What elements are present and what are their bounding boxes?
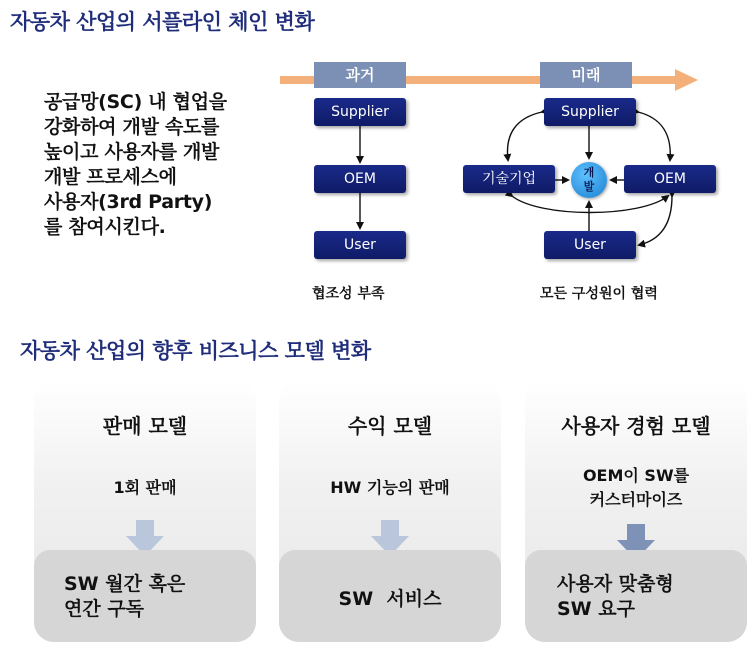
future-caption: 모든 구성원이 협력 [540,286,658,302]
card-current-line: OEM이 SW를 [582,466,690,485]
card-current-line: 커스터마이즈 [589,490,683,509]
development-hub-label: 개발 [583,166,595,193]
business-model-title: 자동차 산업의 향후 비즈니스 모델 변화 [20,339,371,363]
description-line: 공급망(SC) 내 협업을 [44,91,227,113]
card-future-state [557,572,674,622]
description-line: 개발 프로세스에 [44,166,177,188]
development-hub-circle [571,162,607,198]
model-card-user-experience [525,380,747,642]
fut-curve-supplier-oem [638,112,670,160]
description-line: 를 참여시킨다. [44,216,166,238]
card-title: 수익 모델 [347,414,433,438]
card-future-line: SW 서비스 [338,588,442,610]
future-user-node: User [544,231,636,259]
era-past-label: 과거 [314,62,406,88]
card-future-line: 사용자 맞춤형 [557,573,674,595]
fut-curve-supplier-gisul [507,112,542,160]
era-future-label: 미래 [540,62,632,88]
fut-curve-gisul-oem [512,196,668,213]
supply-chain-title: 자동차 산업의 서플라인 체인 변화 [10,10,315,34]
description-line: 사용자(3rd Party) [44,191,213,213]
card-title: 사용자 경험 모델 [561,414,711,438]
card-future-state [279,587,501,612]
card-future-state [64,572,185,622]
card-current-state: 1회 판매 [113,478,177,497]
model-card-sales [34,380,256,642]
future-supplier-node: Supplier [544,98,636,126]
past-supplier-node: Supplier [314,98,406,126]
model-card-revenue [279,380,501,642]
description-line: 높이고 사용자를 개발 [44,141,220,163]
card-future-line: SW 요구 [557,598,635,620]
card-current-state [525,464,747,512]
card-future-line: SW 월간 혹은 [64,573,186,595]
card-future-line: 연간 구독 [64,598,145,620]
future-tech-company-node: 기술기업 [463,165,555,193]
card-title: 판매 모델 [102,414,188,438]
past-oem-node: OEM [314,165,406,193]
card-current-state: HW 기능의 판매 [330,478,450,497]
future-oem-node: OEM [624,165,716,193]
past-caption: 협조성 부족 [312,286,385,302]
past-user-node: User [314,231,406,259]
description-line: 강화하여 개발 속도를 [44,116,220,138]
